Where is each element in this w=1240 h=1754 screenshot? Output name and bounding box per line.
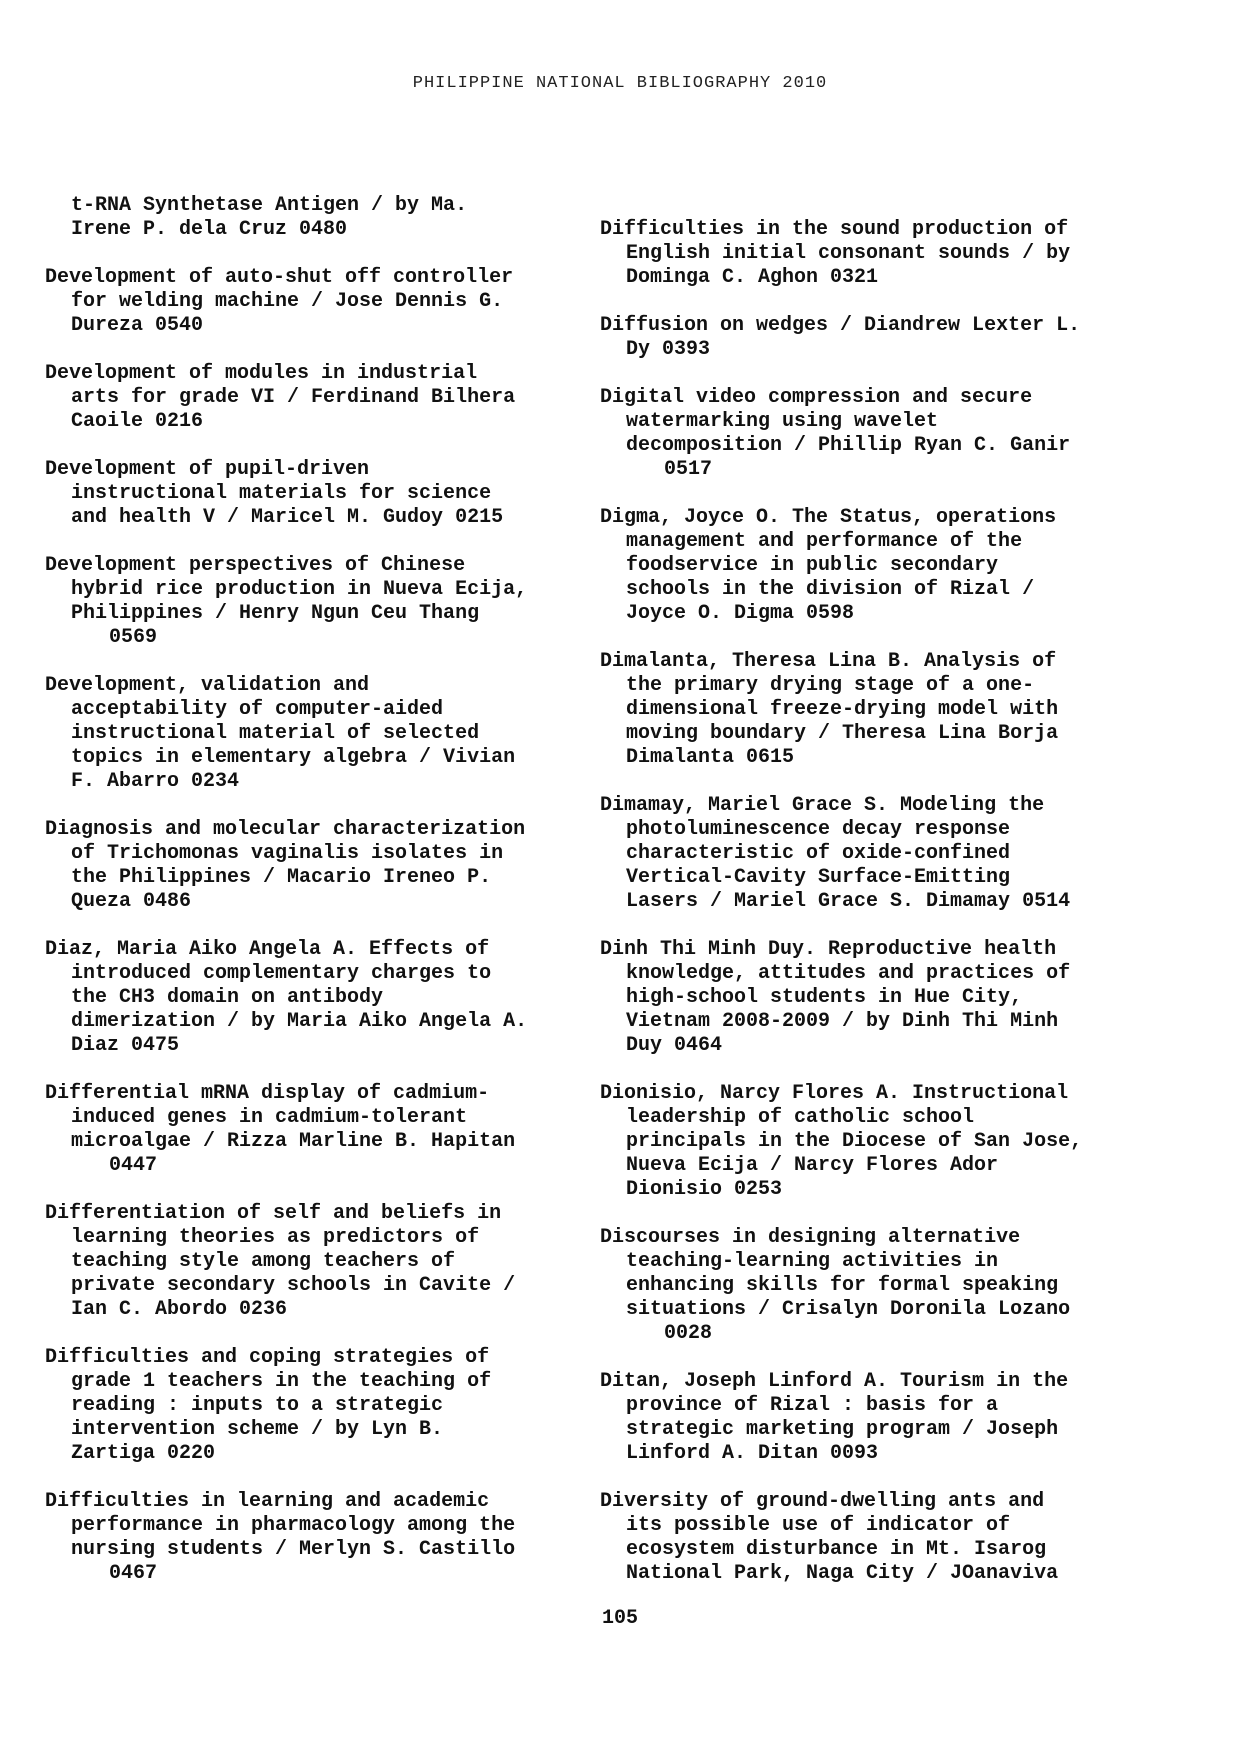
entry-line: learning theories as predictors of (71, 1226, 480, 1249)
entry-line: Difficulties in learning and academic (45, 1490, 490, 1513)
entry-line: reading : inputs to a strategic (71, 1394, 444, 1417)
entry-line: performance in pharmacology among the (71, 1514, 516, 1537)
entry-line: Digma, Joyce O. The Status, operations (600, 506, 1057, 529)
entry-line: teaching style among teachers of (71, 1250, 456, 1273)
entry-line: Ian C. Abordo 0236 (71, 1298, 288, 1321)
entry-line: Development of auto-shut off controller (45, 266, 514, 289)
entry-line: Difficulties and coping strategies of (45, 1346, 490, 1369)
bibliography-entry (600, 938, 1190, 1058)
entry-line: watermarking using wavelet (626, 410, 939, 433)
entry-line: topics in elementary algebra / Vivian (71, 746, 516, 769)
left-column (45, 194, 585, 1610)
entry-line: grade 1 teachers in the teaching of (71, 1370, 492, 1393)
bibliography-entry (45, 938, 585, 1058)
entry-line: introduced complementary charges to (71, 962, 492, 985)
entry-line: Dionisio, Narcy Flores A. Instructional (600, 1082, 1069, 1105)
entry-line: 0028 (664, 1322, 713, 1345)
entry-line: Development of modules in industrial (45, 362, 478, 385)
bibliography-entry (45, 362, 585, 434)
entry-line: Differential mRNA display of cadmium- (45, 1082, 490, 1105)
entry-line: and health V / Maricel M. Gudoy 0215 (71, 506, 504, 529)
entry-line: 0467 (109, 1562, 158, 1585)
entry-line: instructional materials for science (71, 482, 492, 505)
bibliography-entry (45, 674, 585, 794)
entry-line: Diaz, Maria Aiko Angela A. Effects of (45, 938, 490, 961)
entry-line: for welding machine / Jose Dennis G. (71, 290, 504, 313)
entry-line: intervention scheme / by Lyn B. (71, 1418, 444, 1441)
entry-line: Dinh Thi Minh Duy. Reproductive health (600, 938, 1057, 961)
entry-line: Vertical-Cavity Surface-Emitting (626, 866, 1011, 889)
entry-line: acceptability of computer-aided (71, 698, 444, 721)
entry-line: principals in the Diocese of San Jose, (626, 1130, 1083, 1153)
entry-line: Difficulties in the sound production of (600, 218, 1069, 241)
bibliography-entry (600, 386, 1190, 482)
bibliography-entry (600, 1370, 1190, 1466)
entry-line: Irene P. dela Cruz 0480 (71, 218, 348, 241)
entry-line: dimensional freeze-drying model with (626, 698, 1059, 721)
entry-line: Diversity of ground-dwelling ants and (600, 1490, 1045, 1513)
bibliography-entry (600, 1082, 1190, 1202)
bibliography-entry (45, 1346, 585, 1466)
bibliography-entry (600, 506, 1190, 626)
entry-line: Differentiation of self and beliefs in (45, 1202, 502, 1225)
entry-line: Development perspectives of Chinese (45, 554, 466, 577)
entry-line: Duy 0464 (626, 1034, 723, 1057)
entry-line: leadership of catholic school (626, 1106, 975, 1129)
entry-line: Lasers / Mariel Grace S. Dimamay 0514 (626, 890, 1071, 913)
entry-line: Queza 0486 (71, 890, 192, 913)
entry-line: Nueva Ecija / Narcy Flores Ador (626, 1154, 999, 1177)
bibliography-entry (600, 650, 1190, 770)
entry-line: t-RNA Synthetase Antigen / by Ma. (71, 194, 468, 217)
entry-line: Digital video compression and secure (600, 386, 1033, 409)
entry-line: knowledge, attitudes and practices of (626, 962, 1071, 985)
bibliography-entry (45, 1202, 585, 1322)
entry-line: Dimalanta, Theresa Lina B. Analysis of (600, 650, 1057, 673)
entry-line: microalgae / Rizza Marline B. Hapitan (71, 1130, 516, 1153)
entry-line: Linford A. Ditan 0093 (626, 1442, 879, 1465)
entry-line: characteristic of oxide-confined (626, 842, 1011, 865)
entry-line: Vietnam 2008-2009 / by Dinh Thi Minh (626, 1010, 1059, 1033)
page-number: 105 (601, 1607, 638, 1630)
entry-line: Diaz 0475 (71, 1034, 180, 1057)
entry-line: high-school students in Hue City, (626, 986, 1023, 1009)
entry-line: strategic marketing program / Joseph (626, 1418, 1059, 1441)
bibliography-entry (600, 218, 1190, 290)
entry-line: schools in the division of Rizal / (626, 578, 1035, 601)
right-column (600, 218, 1190, 1610)
bibliography-entry (45, 818, 585, 914)
bibliography-entry (45, 266, 585, 338)
entry-line: enhancing skills for formal speaking (626, 1274, 1059, 1297)
entry-line: Diffusion on wedges / Diandrew Lexter L. (600, 314, 1081, 337)
entry-line: moving boundary / Theresa Lina Borja (626, 722, 1059, 745)
entry-line: induced genes in cadmium-tolerant (71, 1106, 468, 1129)
entry-line: 0517 (664, 458, 713, 481)
entry-line: nursing students / Merlyn S. Castillo (71, 1538, 516, 1561)
entry-line: the primary drying stage of a one- (626, 674, 1035, 697)
entry-line: Dionisio 0253 (626, 1178, 783, 1201)
entry-line: decomposition / Phillip Ryan C. Ganir (626, 434, 1071, 457)
entry-line: photoluminescence decay response (626, 818, 1011, 841)
entry-line: the Philippines / Macario Ireneo P. (71, 866, 492, 889)
entry-line: Zartiga 0220 (71, 1442, 216, 1465)
bibliography-entry (600, 1226, 1190, 1346)
bibliography-entry (600, 1490, 1190, 1586)
entry-line: Dimamay, Mariel Grace S. Modeling the (600, 794, 1045, 817)
entry-line: Philippines / Henry Ngun Ceu Thang (71, 602, 480, 625)
entry-line: F. Abarro 0234 (71, 770, 240, 793)
entry-line: Dureza 0540 (71, 314, 204, 337)
bibliography-entry (45, 1082, 585, 1178)
bibliography-entry (45, 1490, 585, 1586)
entry-line: situations / Crisalyn Doronila Lozano (626, 1298, 1071, 1321)
entry-line: Caoile 0216 (71, 410, 204, 433)
entry-line: its possible use of indicator of (626, 1514, 1011, 1537)
entry-line: arts for grade VI / Ferdinand Bilhera (71, 386, 516, 409)
entry-line: Dominga C. Aghon 0321 (626, 266, 879, 289)
entry-line: 0447 (109, 1154, 158, 1177)
entry-line: National Park, Naga City / JOanaviva (626, 1562, 1059, 1585)
entry-line: province of Rizal : basis for a (626, 1394, 999, 1417)
entry-line: the CH3 domain on antibody (71, 986, 384, 1009)
entry-line: Development, validation and (45, 674, 370, 697)
running-head: PHILIPPINE NATIONAL BIBLIOGRAPHY 2010 (412, 74, 828, 93)
entry-line: dimerization / by Maria Aiko Angela A. (71, 1010, 528, 1033)
entry-line: instructional material of selected (71, 722, 480, 745)
entry-line: Development of pupil-driven (45, 458, 370, 481)
bibliography-entry (600, 314, 1190, 362)
bibliography-entry (45, 458, 585, 530)
entry-line: of Trichomonas vaginalis isolates in (71, 842, 504, 865)
bibliography-entry (45, 554, 585, 650)
entry-line: Ditan, Joseph Linford A. Tourism in the (600, 1370, 1069, 1393)
entry-line: Dimalanta 0615 (626, 746, 795, 769)
entry-line: Dy 0393 (626, 338, 711, 361)
entry-line: ecosystem disturbance in Mt. Isarog (626, 1538, 1047, 1561)
entry-line: 0569 (109, 626, 158, 649)
entry-line: foodservice in public secondary (626, 554, 999, 577)
bibliography-entry (600, 794, 1190, 914)
entry-line: teaching-learning activities in (626, 1250, 999, 1273)
entry-line: English initial consonant sounds / by (626, 242, 1071, 265)
bibliography-entry (45, 194, 585, 242)
entry-line: private secondary schools in Cavite / (71, 1274, 516, 1297)
entry-line: Joyce O. Digma 0598 (626, 602, 855, 625)
entry-line: Discourses in designing alternative (600, 1226, 1021, 1249)
entry-line: Diagnosis and molecular characterization (45, 818, 526, 841)
entry-line: management and performance of the (626, 530, 1023, 553)
entry-line: hybrid rice production in Nueva Ecija, (71, 578, 528, 601)
